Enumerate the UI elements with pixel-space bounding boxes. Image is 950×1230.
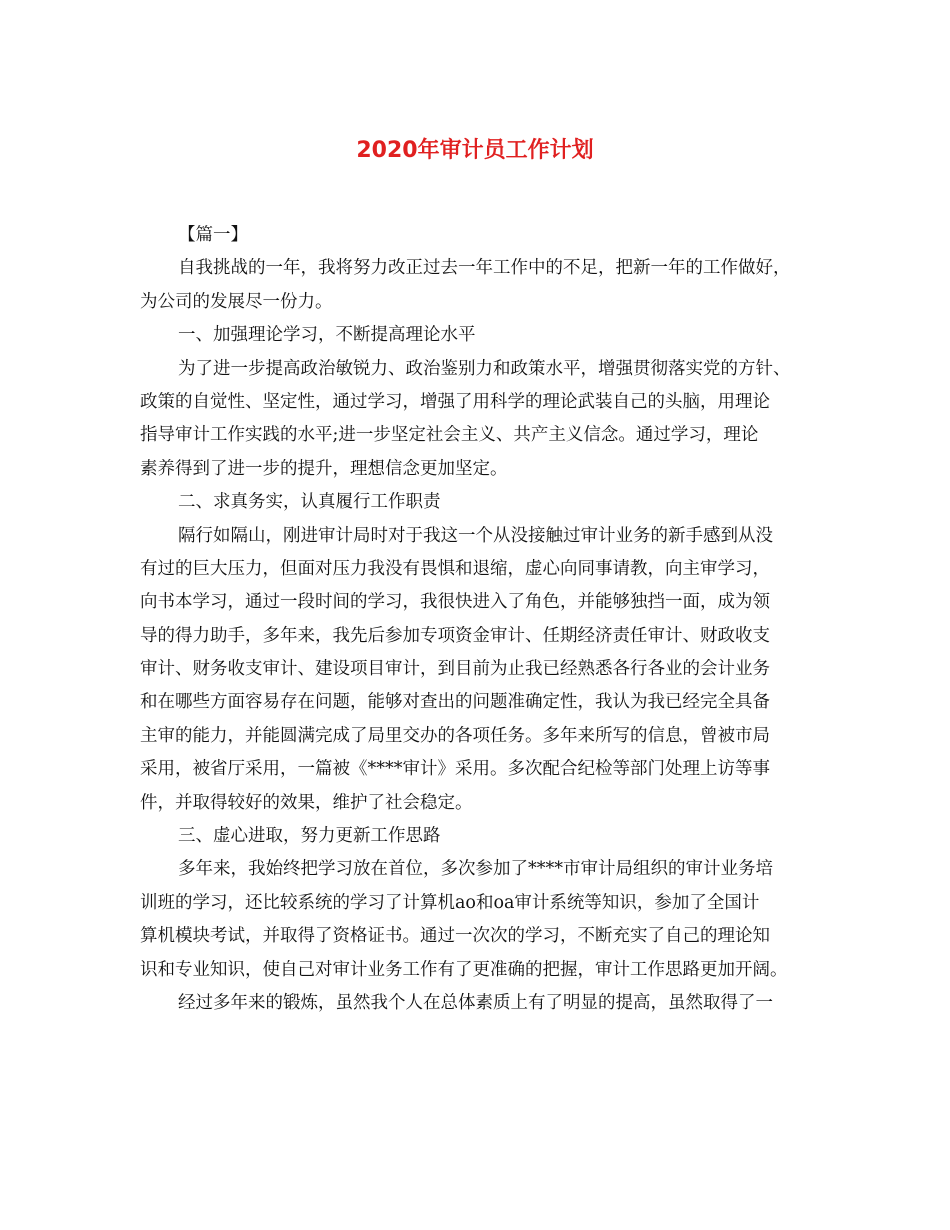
text-line: 素养得到了进一步的提升，理想信念更加坚定。 [140, 458, 508, 479]
document-title: 2020年审计员工作计划 [356, 138, 594, 163]
text-line: 一、加强理论学习，不断提高理论水平 [178, 325, 476, 346]
text-line: 主审的能力，并能圆满完成了局里交办的各项任务。多年来所写的信息，曾被市局 [140, 725, 770, 746]
text-line: 有过的巨大压力，但面对压力我没有畏惧和退缩，虚心向同事请教，向主审学习， [140, 558, 770, 579]
text-line: 识和专业知识，使自己对审计业务工作有了更准确的把握，审计工作思路更加开阔。 [140, 959, 788, 980]
document-body [140, 219, 820, 1020]
text-line: 经过多年来的锻炼，虽然我个人在总体素质上有了明显的提高，虽然取得了一 [178, 992, 773, 1013]
text-line: 自我挑战的一年，我将努力改正过去一年工作中的不足，把新一年的工作做好， [178, 258, 791, 279]
text-line: 为公司的发展尽一份力。 [140, 291, 333, 312]
text-line: 政策的自觉性、坚定性，通过学习，增强了用科学的理论武装自己的头脑，用理论 [140, 391, 770, 412]
text-line: 三、虚心进取，努力更新工作思路 [178, 826, 441, 847]
text-line: 隔行如隔山，刚进审计局时对于我这一个从没接触过审计业务的新手感到从没 [178, 525, 773, 546]
text-line: 多年来，我始终把学习放在首位，多次参加了****市审计局组织的审计业务培 [178, 859, 773, 880]
text-line: 【篇一】 [178, 225, 248, 245]
text-line: 算机模块考试，并取得了资格证书。通过一次次的学习，不断充实了自己的理论知 [140, 926, 770, 947]
text-line: 导的得力助手，多年来，我先后参加专项资金审计、任期经济责任审计、财政收支 [140, 625, 770, 646]
text-line: 二、求真务实，认真履行工作职责 [178, 492, 441, 513]
text-line: 向书本学习，通过一段时间的学习，我很快进入了角色，并能够独挡一面，成为领 [140, 592, 770, 613]
text-line: 审计、财务收支审计、建设项目审计，到目前为止我已经熟悉各行各业的会计业务 [140, 659, 770, 680]
text-line: 指导审计工作实践的水平;进一步坚定社会主义、共产主义信念。通过学习，理论 [140, 425, 759, 446]
text-line: 采用，被省厅采用，一篇被《****审计》采用。多次配合纪检等部门处理上访等事 [140, 759, 770, 780]
text-line: 和在哪些方面容易存在问题，能够对查出的问题准确定性，我认为我已经完全具备 [140, 692, 770, 713]
text-line: 件，并取得较好的效果，维护了社会稳定。 [140, 792, 473, 813]
text-line: 训班的学习，还比较系统的学习了计算机ao和oa审计系统等知识，参加了全国计 [140, 892, 760, 913]
text-line: 为了进一步提高政治敏锐力、政治鉴别力和政策水平，增强贯彻落实党的方针、 [178, 358, 791, 379]
